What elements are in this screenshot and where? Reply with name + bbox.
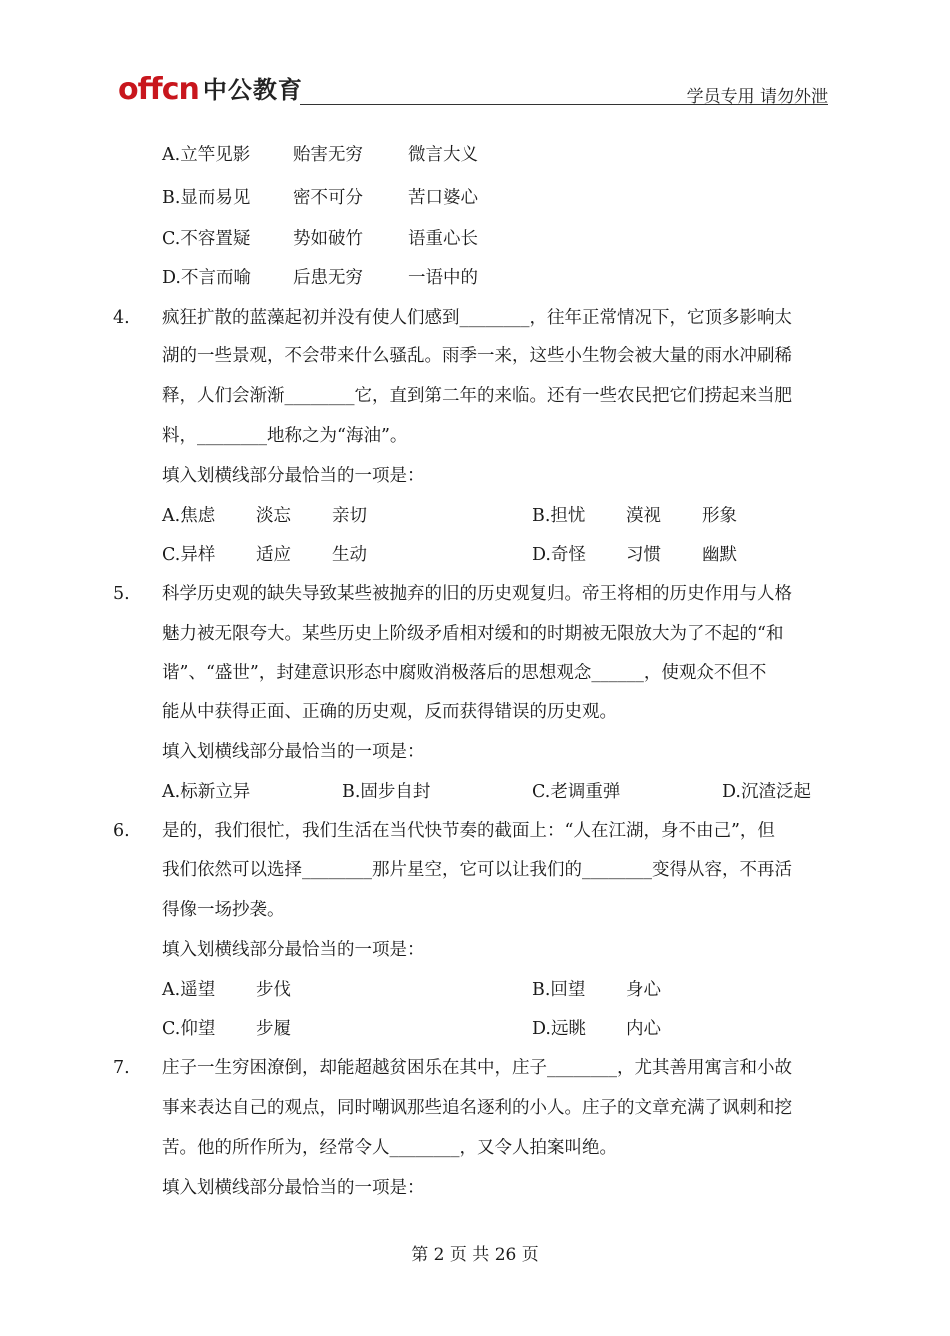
question-text-line: 湖的一些景观，不会带来什么骚乱。雨季一来，这些小生物会被大量的雨水冲刷稀 xyxy=(162,346,792,366)
option-d-word3: 一语中的 xyxy=(408,268,478,288)
option-d-word1: D.奇怪 xyxy=(532,545,586,565)
question-prompt: 填入划横线部分最恰当的一项是： xyxy=(162,1178,425,1198)
option-c: C.老调重弹 xyxy=(532,782,621,802)
question-text-line: 释，人们会渐渐________它，直到第二年的来临。还有一些农民把它们捞起来当肥 xyxy=(162,386,792,406)
question-number: 5. xyxy=(113,584,130,604)
confidential-notice: 学员专用 请勿外泄 xyxy=(686,87,828,107)
option-a: A.标新立异 xyxy=(162,782,251,802)
option-c-word3: 语重心长 xyxy=(408,229,478,249)
question-text-line: 苦。他的所作所为，经常令人________，又令人拍案叫绝。 xyxy=(162,1138,617,1158)
question-text-line: 科学历史观的缺失导致某些被抛弃的旧的历史观复归。帝王将相的历史作用与人格 xyxy=(162,584,792,604)
option-b-word3: 苦口婆心 xyxy=(408,188,478,208)
option-d-word3: 幽默 xyxy=(702,545,737,565)
option-d-word1: D.不言而喻 xyxy=(162,268,251,288)
option-b-word1: B.担忧 xyxy=(532,506,586,526)
page-number-footer: 第 2 页 共 26 页 xyxy=(411,1245,539,1265)
option-b-word2: 漠视 xyxy=(626,506,661,526)
option-a-word1: A.焦虑 xyxy=(162,506,216,526)
option-d-word2: 内心 xyxy=(626,1019,661,1039)
question-number: 4. xyxy=(113,308,130,328)
question-text-line: 得像一场抄袭。 xyxy=(162,900,285,920)
question-text-line: 我们依然可以选择________那片星空，它可以让我们的________变得从容，不再活 xyxy=(162,860,792,880)
option-b-word3: 形象 xyxy=(702,506,737,526)
option-c-word1: C.不容置疑 xyxy=(162,229,251,249)
option-b: B.固步自封 xyxy=(342,782,431,802)
question-number: 7. xyxy=(113,1058,130,1078)
question-text-line: 能从中获得正面、正确的历史观，反而获得错误的历史观。 xyxy=(162,702,617,722)
option-c-word2: 适应 xyxy=(256,545,291,565)
option-a-word1: A.立竿见影 xyxy=(162,145,251,165)
question-prompt: 填入划横线部分最恰当的一项是： xyxy=(162,940,425,960)
option-b-word2: 身心 xyxy=(626,980,661,1000)
option-b-word1: B.显而易见 xyxy=(162,188,251,208)
option-b-word2: 密不可分 xyxy=(293,188,363,208)
logo-en-text: offcn xyxy=(118,72,199,107)
option-c-word1: C.异样 xyxy=(162,545,216,565)
option-c-word1: C.仰望 xyxy=(162,1019,216,1039)
question-text-line: 疯狂扩散的蓝藻起初并没有使人们感到________，往年正常情况下，它顶多影响太 xyxy=(162,308,792,328)
question-text-line: 是的，我们很忙，我们生活在当代快节奏的截面上：“人在江湖，身不由己”，但 xyxy=(162,821,775,841)
question-text-line: 料，________地称之为“海油”。 xyxy=(162,426,408,446)
question-prompt: 填入划横线部分最恰当的一项是： xyxy=(162,466,425,486)
option-d-word2: 后患无穷 xyxy=(293,268,363,288)
option-a-word2: 贻害无穷 xyxy=(293,145,363,165)
question-text-line: 谐”、“盛世”，封建意识形态中腐败消极落后的思想观念______，使观众不但不 xyxy=(162,663,767,683)
logo-cn-text: 中公教育 xyxy=(202,76,303,104)
option-c-word2: 势如破竹 xyxy=(293,229,363,249)
offcn-logo xyxy=(118,74,303,106)
option-b-word1: B.回望 xyxy=(532,980,586,1000)
option-c-word3: 生动 xyxy=(332,545,367,565)
option-a-word3: 微言大义 xyxy=(408,145,478,165)
option-d-word1: D.远眺 xyxy=(532,1019,586,1039)
question-text-line: 庄子一生穷困潦倒，却能超越贫困乐在其中，庄子________，尤其善用寓言和小故 xyxy=(162,1058,792,1078)
question-number: 6. xyxy=(113,821,130,841)
question-text-line: 魅力被无限夸大。某些历史上阶级矛盾相对缓和的时期被无限放大为了不起的“和 xyxy=(162,624,784,644)
option-d: D.沉渣泛起 xyxy=(722,782,811,802)
option-d-word2: 习惯 xyxy=(626,545,661,565)
option-a-word1: A.遥望 xyxy=(162,980,216,1000)
option-c-word2: 步履 xyxy=(256,1019,291,1039)
option-a-word3: 亲切 xyxy=(332,506,367,526)
option-a-word2: 步伐 xyxy=(256,980,291,1000)
page-header xyxy=(118,74,828,108)
question-prompt: 填入划横线部分最恰当的一项是： xyxy=(162,742,425,762)
option-a-word2: 淡忘 xyxy=(256,506,291,526)
question-text-line: 事来表达自己的观点，同时嘲讽那些追名逐利的小人。庄子的文章充满了讽刺和挖 xyxy=(162,1098,792,1118)
